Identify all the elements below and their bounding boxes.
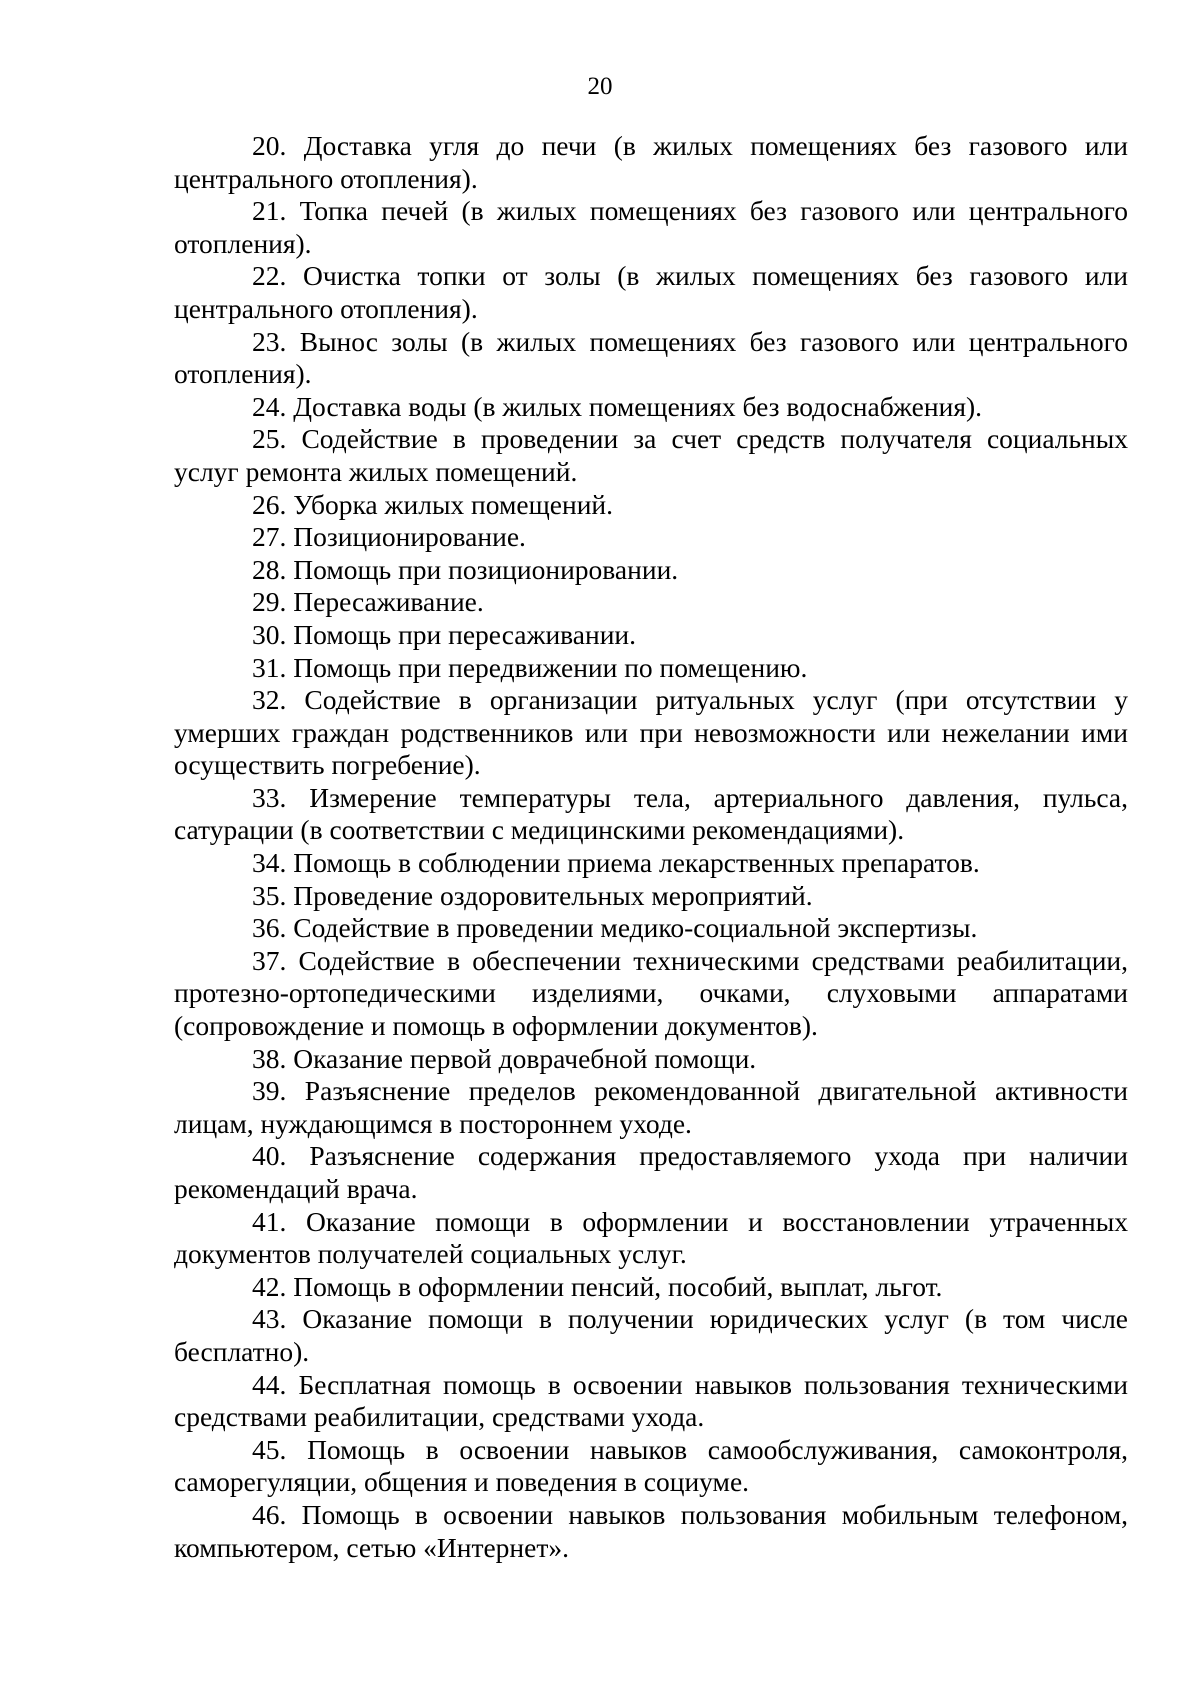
list-item: 38. Оказание первой доврачебной помощи.: [252, 1042, 757, 1074]
list-item: 27. Позиционирование.: [252, 521, 526, 553]
list-item: 25. Содействие в проведении за счет средств получателя социальных услуг ремонта жилых помещений.: [174, 423, 1128, 487]
list-item: 45. Помощь в освоении навыков самообслуживания, самоконтроля, саморегуляции, общения и поведения в социуме.: [174, 1433, 1128, 1498]
list-item: 33. Измерение температуры тела, артериального давления, пульса, сатурации (в соответствии с медицинскими рекомендациями).: [174, 781, 1128, 846]
page-number: 20: [587, 73, 613, 100]
list-item: 20. Доставка угля до печи (в жилых помещениях без газового или центрального отопления).: [174, 130, 1128, 194]
list-item: 44. Бесплатная помощь в освоении навыков пользования техническими средствами реабилитации, средствами ухода.: [174, 1368, 1128, 1433]
list-item: 22. Очистка топки от золы (в жилых помещениях без газового или центрального отопления).: [174, 260, 1128, 324]
list-item: 40. Разъяснение содержания предоставляемого ухода при наличии рекомендаций врача.: [174, 1140, 1128, 1204]
list-item: 23. Вынос золы (в жилых помещениях без газового или центрального отопления).: [174, 325, 1128, 390]
list-item: 32. Содействие в организации ритуальных услуг (при отсутствии у умерших граждан родственников или при невозможности или нежелании ими осуществить погребение).: [174, 684, 1128, 781]
list-item: 42. Помощь в оформлении пенсий, пособий, выплат, льгот.: [252, 1270, 943, 1302]
list-item: 43. Оказание помощи в получении юридических услуг (в том числе бесплатно).: [174, 1303, 1128, 1367]
list-item: 36. Содействие в проведении медико-социальной экспертизы.: [252, 912, 978, 944]
list-item: 34. Помощь в соблюдении приема лекарственных препаратов.: [252, 847, 980, 879]
list-item: 41. Оказание помощи в оформлении и восстановлении утраченных документов получателей социальных услуг.: [174, 1205, 1128, 1270]
document-body: [174, 130, 1128, 1564]
list-item: 31. Помощь при передвижении по помещению.: [252, 651, 808, 683]
list-item: 35. Проведение оздоровительных мероприятий.: [252, 879, 813, 911]
list-item: 30. Помощь при пересаживании.: [252, 618, 637, 650]
list-item: 29. Пересаживание.: [252, 586, 484, 618]
list-item: 21. Топка печей (в жилых помещениях без газового или центрального отопления).: [174, 195, 1128, 259]
list-item: 37. Содействие в обеспечении техническими средствами реабилитации, протезно-ортопедическими изделиями, очками, слуховыми аппаратами (сопровождение и помощь в оформлении документов).: [174, 944, 1128, 1042]
list-item: 26. Уборка жилых помещений.: [252, 488, 614, 520]
list-item: 28. Помощь при позиционировании.: [252, 553, 679, 585]
list-item: 39. Разъяснение пределов рекомендованной двигательной активности лицам, нуждающимся в постороннем уходе.: [174, 1075, 1128, 1139]
list-item: 46. Помощь в освоении навыков пользования мобильным телефоном, компьютером, сетью «Интернет».: [174, 1498, 1128, 1563]
list-item: 24. Доставка воды (в жилых помещениях без водоснабжения).: [252, 390, 982, 422]
